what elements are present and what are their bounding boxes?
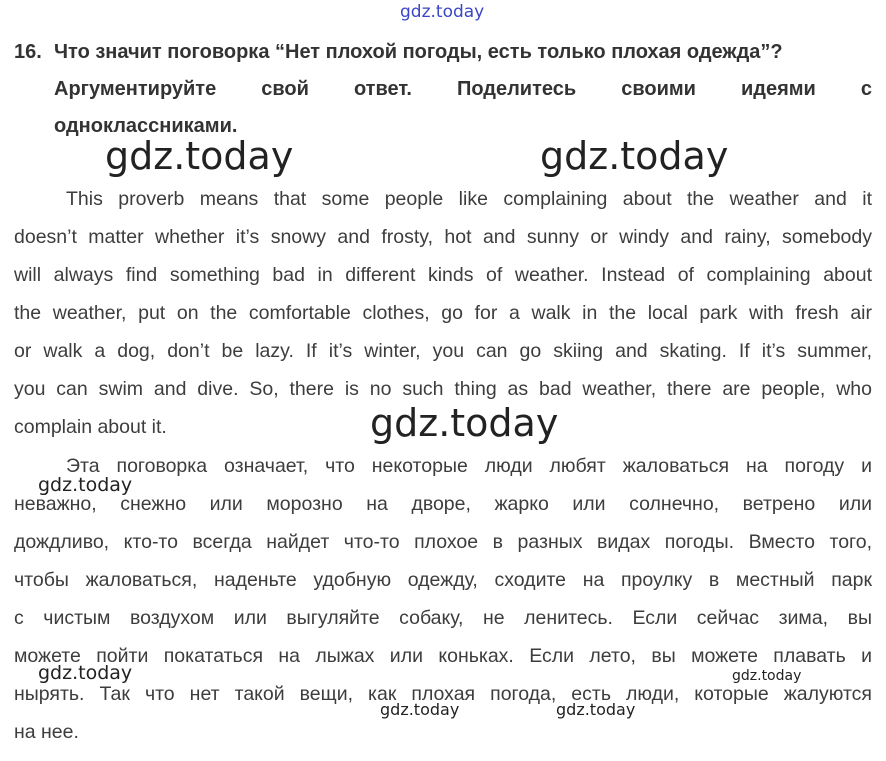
watermark-tiny-right: gdz.today (732, 668, 802, 684)
question-line-2: Аргументируйте свой ответ. Поделитесь своими идеями с (54, 78, 872, 100)
english-line-7: complain about it. (14, 416, 167, 438)
question-line-3: одноклассниками. (54, 115, 238, 137)
russian-line-5: с чистым воздухом или выгуляйте собаку, не ленитесь. Если сейчас зима, вы (14, 607, 872, 629)
russian-line-4: чтобы жаловаться, наденьте удобную одежду, сходите на проулку в местный парк (14, 569, 872, 591)
russian-line-2: неважно, снежно или морозно на дворе, жарко или солнечно, ветрено или (14, 493, 872, 515)
watermark-large-center: gdz.today (370, 401, 559, 445)
watermark-large-right: gdz.today (540, 134, 729, 178)
english-line-6: you can swim and dive. So, there is no such thing as bad weather, there are people, who (14, 378, 872, 400)
question-text-1: Что значит поговорка “Нет плохой погоды, есть только плохая одежда”? (54, 41, 783, 63)
english-line-3: will always find something bad in different kinds of weather. Instead of complaining about (14, 264, 872, 286)
russian-line-6: можете пойти покататься на лыжах или коньках. Если лето, вы можете плавать и (14, 645, 872, 667)
english-line-4: the weather, put on the comfortable clothes, go for a walk in the local park with fresh air (14, 302, 872, 324)
watermark-small-left-2: gdz.today (38, 662, 133, 684)
russian-line-7: нырять. Так что нет такой вещи, как плохая погода, есть люди, которые жалуются (14, 683, 872, 705)
question-block (14, 34, 872, 145)
english-line-1: This proverb means that some people like complaining about the weather and it (66, 188, 872, 210)
russian-line-3: дождливо, кто-то всегда найдет что-то плохое в разных видах погоды. Вместо того, (14, 531, 872, 553)
question-line-1 (14, 34, 872, 71)
watermark-bottom-right: gdz.today (556, 700, 636, 719)
watermark-bottom-center: gdz.today (380, 700, 460, 719)
watermark-small-left-1: gdz.today (38, 474, 133, 496)
watermark-large-left: gdz.today (105, 134, 294, 178)
russian-paragraph (14, 447, 872, 751)
russian-line-1: Эта поговорка означает, что некоторые люди любят жаловаться на погоду и (66, 455, 872, 477)
question-number: 16. (14, 41, 42, 63)
watermark-top: gdz.today (400, 2, 485, 22)
english-paragraph (14, 180, 872, 446)
russian-line-8: на нее. (14, 721, 79, 743)
english-line-2: doesn’t matter whether it’s snowy and frosty, hot and sunny or windy and rainy, somebody (14, 226, 872, 248)
english-line-5: or walk a dog, don’t be lazy. If it’s winter, you can go skiing and skating. If it’s summer, (14, 340, 872, 362)
